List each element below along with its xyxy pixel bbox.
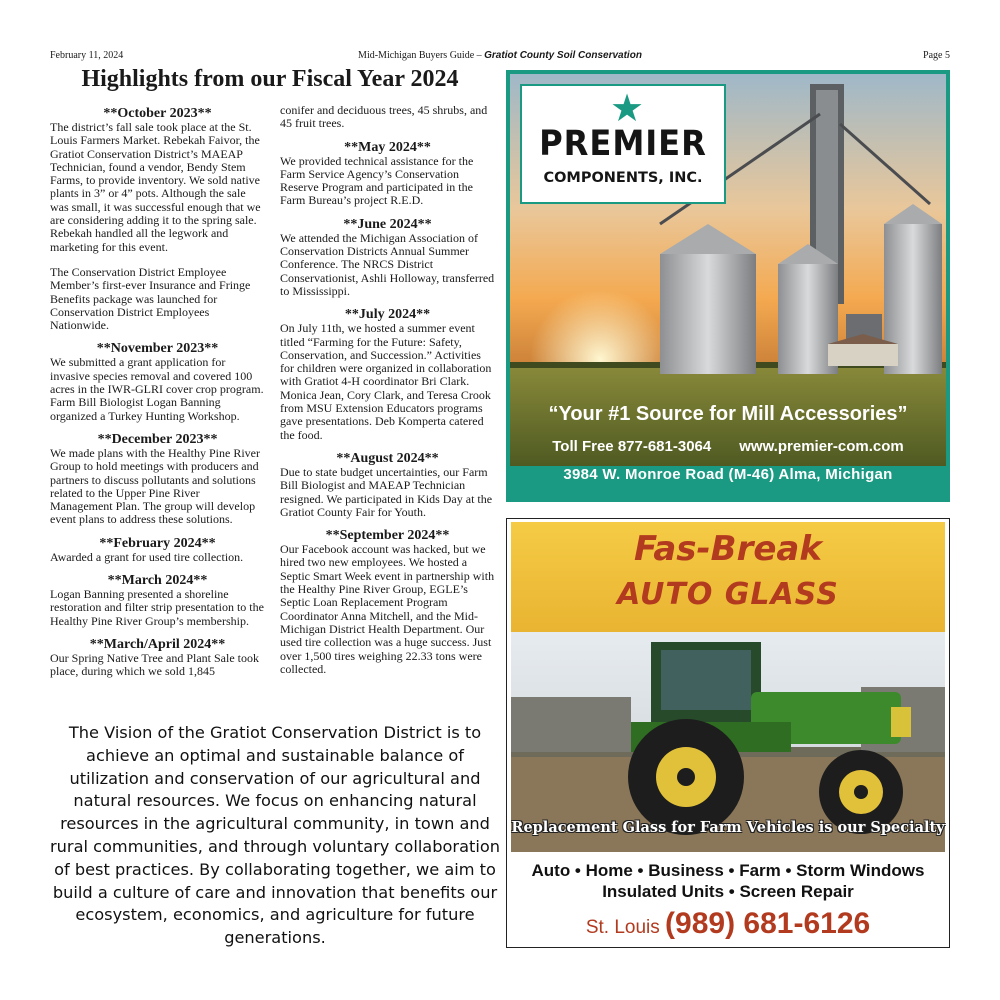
month-heading: **August 2024** [336,450,439,466]
page-header [50,50,950,66]
month-text: We attended the Michigan Association of Conservation Districts Annual Summer Conference. The NRCS District Conservationist, Ashli Holloway, transferred to Mississippi. [280,230,495,298]
premier-logo [520,84,726,204]
month-heading: **November 2023** [96,341,219,357]
month-text: We submitted a grant application for invasive species removal and covered 100 acres in the IWR-GLRI cover crop program. Farm Bill Biologist Logan Banning organized a Turkey Hunting Workshop. [50,355,264,423]
fasbreak-ad [506,518,950,948]
ad-brand: Fas-Break [634,529,822,569]
month-text: We provided technical assistance for the Farm Service Agency’s Conservation Reserve Program and participated in the Farm Bureau’s project R.E.D. [280,153,474,208]
month-text: On July 11th, we hosted a summer event titled “Farming for the Future: Safety, Conservation, and Succession.” Activities for children were organized in collaboration with Gratiot 4-H coordinator Bri Clark. Monica Jean, Cory Clark, and Teresa Crook from MSU Extension Educators programs gave presentations. Deb Komperta catered the food. [280,321,492,442]
publication-line [50,50,950,61]
ad-services: Insulated Units • Screen Repair [602,882,854,901]
month-heading: **March/April 2024** [89,636,226,652]
month-text: We made plans with the Healthy Pine River Group to hold meetings with producers and partners to discuss pollutants and solutions related to the Upper Pine River Management Plan. The group will develop event plans to address these solutions. [50,445,260,527]
ad-website: www.premier-com.com [739,438,904,455]
month-heading: **February 2024** [99,535,216,551]
month-heading: **December 2023** [97,431,218,447]
ad-contact-line [506,438,950,455]
month-text: Our Spring Native Tree and Plant Sale took place, during which we sold 1,845 [50,650,259,679]
ad-phone: (989) 681-6126 [665,907,871,940]
vision-statement: The Vision of the Gratiot Conservation District is to achieve an optimal and sustainable balance of utilization and conservation of our agricultural and natural resources. We focus on enhancing natural resources in the agricultural community, in town and rural communities, and through voluntary collaboration of best practices. By collaborating together, we aim to build a culture of care and innovation that benefits our ecosystem, economics, and agriculture for future generations. [50,723,500,948]
month-heading: **October 2023** [103,106,212,121]
month-heading: **June 2024** [343,216,432,232]
month-text: Logan Banning presented a shoreline restoration and filter strip presentation to the Healthy Pine River Group’s membership. [50,587,264,628]
issue-date: February 11, 2024 [50,50,124,61]
ad-phone-line [507,907,949,941]
tractor-photo [511,522,945,852]
month-text-continued: conifer and deciduous trees, 45 shrubs, and 45 fruit trees. [280,103,488,131]
month-text: Awarded a grant for used tire collection. [50,549,244,564]
ad-banner: Replacement Glass for Farm Vehicles is our Specialty [511,819,945,836]
month-text: Due to state budget uncertainties, our Farm Bill Biologist and MAEAP Technician resigned. We participated in Kids Day at the Gratiot County Fair for Youth. [280,464,493,519]
month-heading: **May 2024** [344,139,431,155]
publication-name: Mid-Michigan Buyers Guide – [358,50,485,61]
logo-name: PREMIER [539,124,707,164]
ad-city: St. Louis [585,917,666,938]
article-column-left [50,106,265,679]
month-text: The district’s fall sale took place at the St. Louis Farmers Market. Rebekah Faivor, the Gratiot Conservation District’s MAEAP Technician, found a vendor, Bendy Stem Farms, to provide inventory. We sold native plants in 3” or 4” pots. Although the sale was small, it was successful enough that we are considering adding it to the spring sale. Rebekah handled all the legwork and marketing for this event. [50,120,261,254]
ad-services: Auto • Home • Business • Farm • Storm Windows [531,861,925,880]
month-text: Our Facebook account was hacked, but we hired two new employees. We hosted a Septic Smart Week event in partnership with the Healthy Pine River Group, EGLE’s Septic Loan Replacement Program Coordinator Anna Mitchell, and the Mid-Michigan District Health Department. Our used tire collection was a huge success. Just over 1,500 tires weighing 22.33 tons were collected. [280,542,495,676]
month-heading: **July 2024** [344,307,431,323]
premier-ad [506,70,950,502]
article-headline: Highlights from our Fiscal Year 2024 [81,66,459,92]
article-column-right [280,104,495,676]
ad-address: 3984 W. Monroe Road (M-46) Alma, Michigan [563,466,893,483]
month-heading: **March 2024** [107,573,208,589]
star-icon: ★ [610,88,645,130]
month-text: The Conservation District Employee Member’s first-ever Insurance and Fringe Benefits package was launched for Conservation District Employees Nationwide. [50,264,251,333]
logo-subtitle: COMPONENTS, INC. [543,170,703,186]
month-heading: **September 2024** [325,528,450,544]
ad-phone: Toll Free 877-681-3064 [552,438,712,455]
tractor-illustration [511,522,945,852]
ad-brand-subtitle: AUTO GLASS [617,577,839,612]
page-number: Page 5 [923,50,950,61]
section-name: Gratiot County Soil Conservation [484,50,642,61]
ad-slogan: “Your #1 Source for Mill Accessories” [548,403,908,425]
